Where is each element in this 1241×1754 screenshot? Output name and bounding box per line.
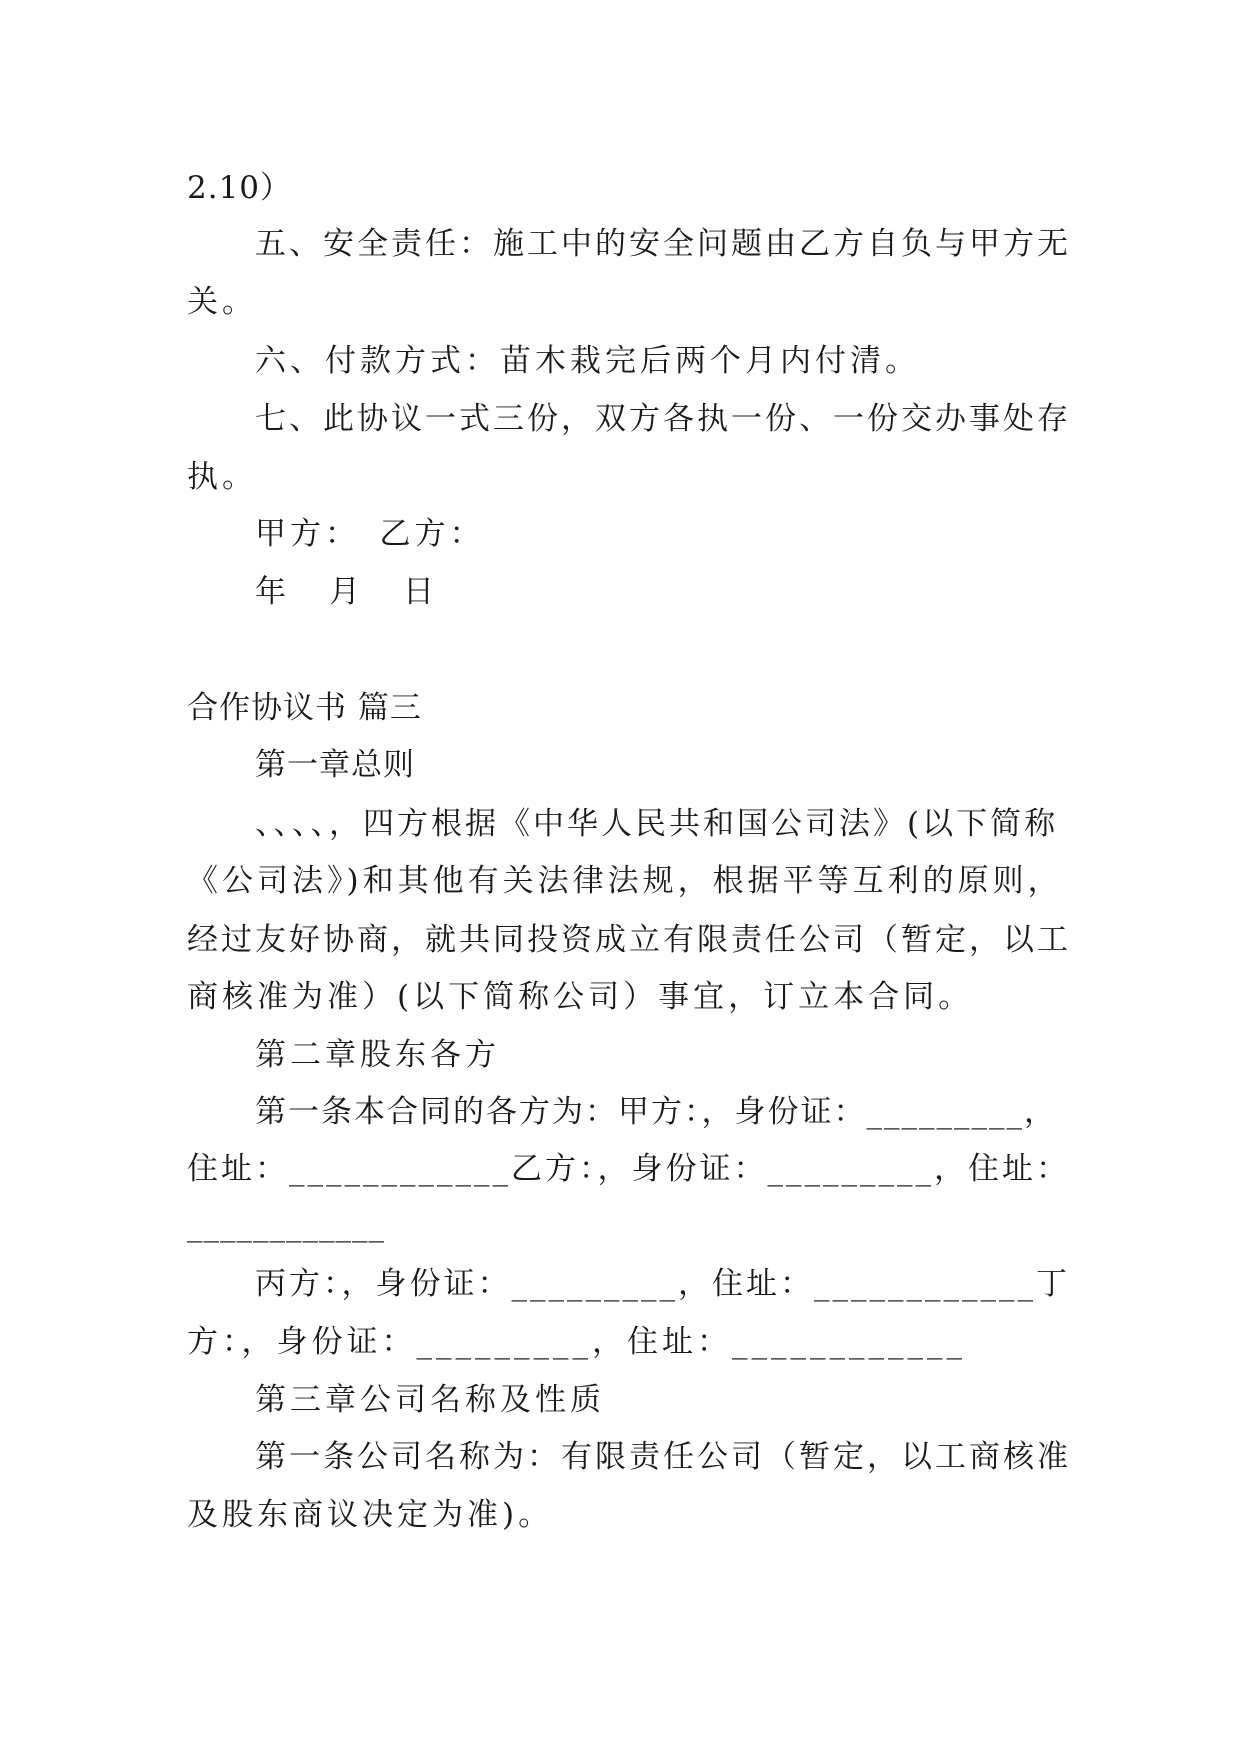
signature-line: 甲方： 乙方： bbox=[255, 516, 485, 552]
chapter-heading: 第二章股东各方 bbox=[255, 1037, 500, 1073]
text-line: 丙方：，身份证：_________，住址：____________丁 bbox=[255, 1266, 1070, 1302]
text-line: 七、此协议一式三份，双方各执一份、一份交办事处存 bbox=[255, 401, 1071, 437]
text-line: 六、付款方式：苗木栽完后两个月内付清。 bbox=[255, 343, 920, 379]
text-line: 2.10） bbox=[187, 170, 293, 206]
text-line: 、、、、，四方根据《中华人民共和国公司法》(以下简称 bbox=[255, 806, 1059, 842]
text-line: 经过友好协商，就共同投资成立有限责任公司（暂定，以工 bbox=[187, 922, 1071, 958]
chapter-heading: 第三章公司名称及性质 bbox=[255, 1382, 605, 1418]
text-line: 关。 bbox=[187, 284, 257, 320]
text-line: ____________ bbox=[187, 1207, 385, 1243]
text-line: 第一条公司名称为：有限责任公司（暂定，以工商核准 bbox=[255, 1439, 1071, 1475]
text-line: 《公司法》)和其他有关法律法规，根据平等互利的原则， bbox=[187, 863, 1063, 899]
text-line: 执。 bbox=[187, 459, 257, 495]
text-line: 第一条本合同的各方为：甲方：，身份证：_________， bbox=[255, 1094, 1057, 1130]
section-title: 合作协议书 篇三 bbox=[187, 690, 422, 726]
date-line: 年 月 日 bbox=[255, 574, 440, 610]
text-line: 商核准为准）(以下简称公司）事宜，订立本合同。 bbox=[187, 979, 974, 1015]
text-line: 五、安全责任：施工中的安全问题由乙方自负与甲方无 bbox=[255, 226, 1071, 262]
text-line: 方：，身份证：_________，住址：____________ bbox=[187, 1324, 966, 1360]
text-line: 住址：____________乙方：，身份证：_________，住址： bbox=[187, 1151, 1070, 1187]
text-line: 及股东商议决定为准)。 bbox=[187, 1497, 554, 1533]
chapter-heading: 第一章总则 bbox=[255, 747, 415, 783]
